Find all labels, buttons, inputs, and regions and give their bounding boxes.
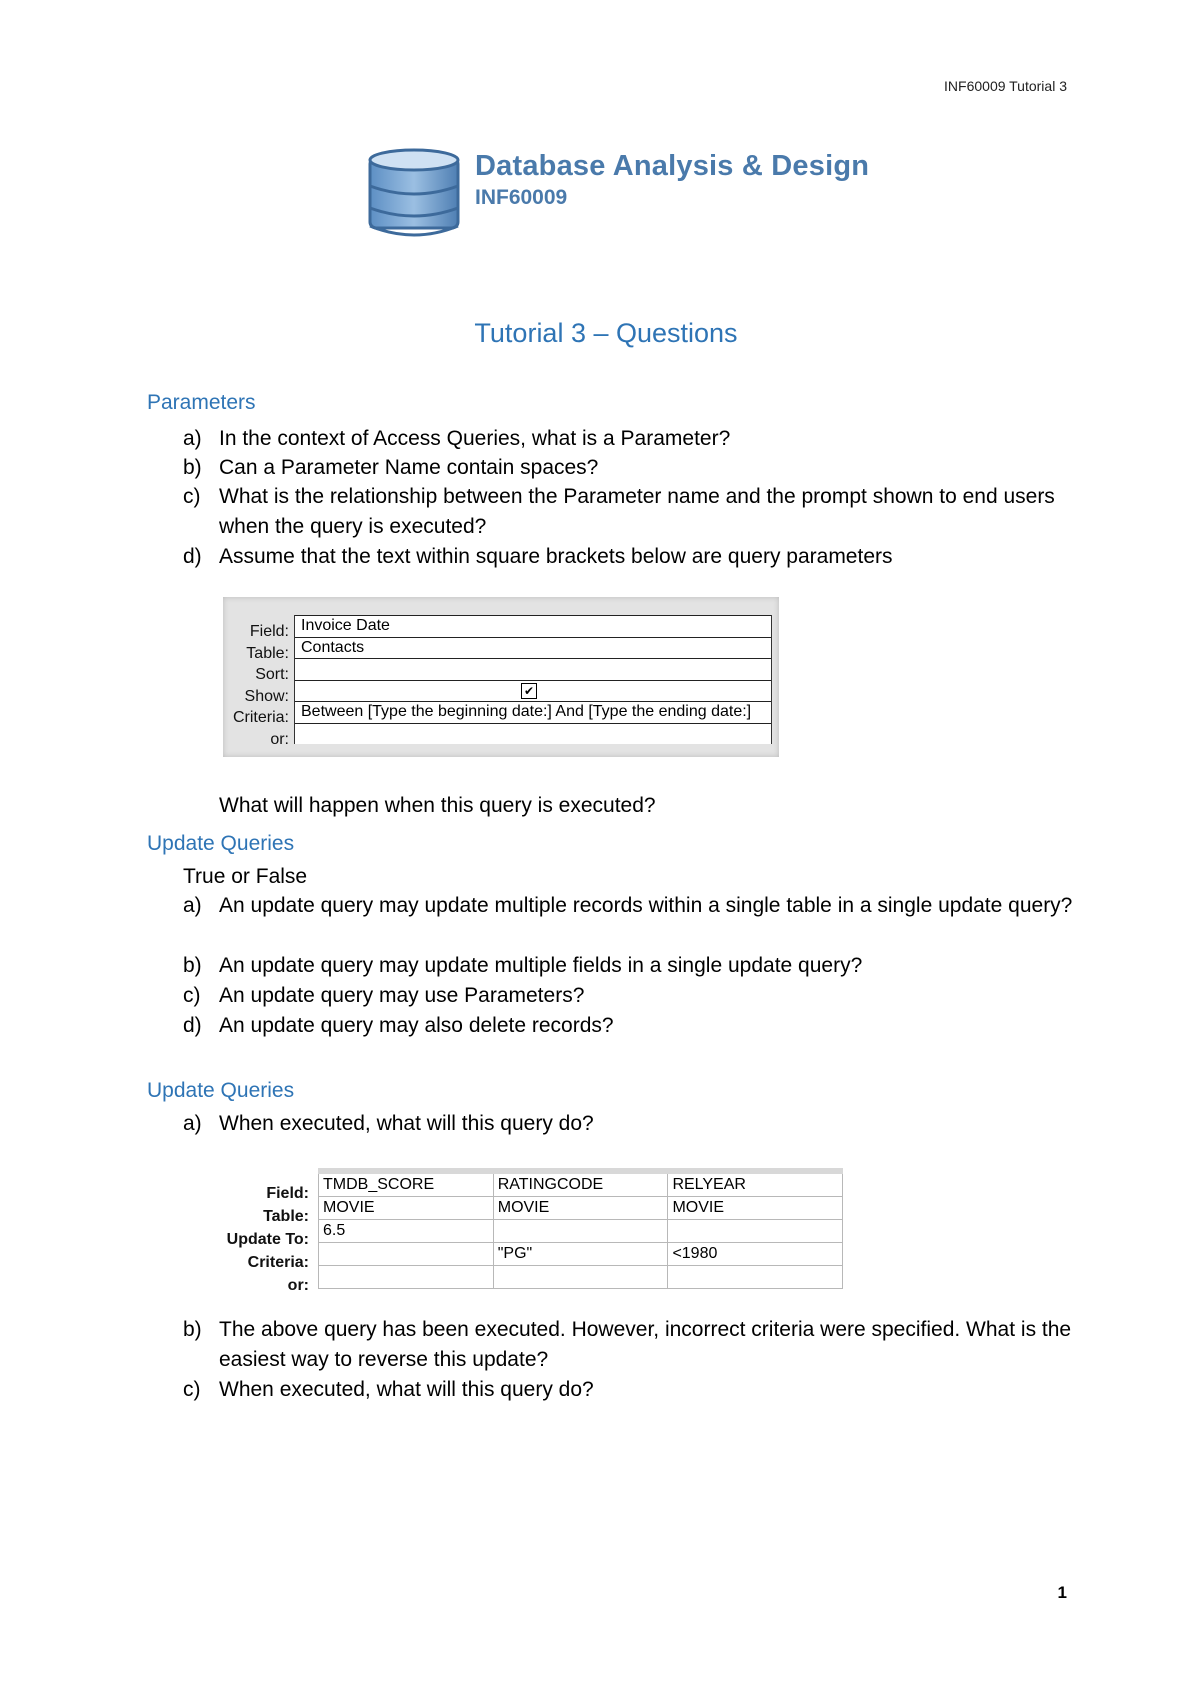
question-label: b)	[183, 954, 202, 977]
parameter-query-grid	[223, 597, 779, 757]
grid-label: Criteria:	[247, 1254, 309, 1271]
logo-code: INF60009	[475, 186, 568, 209]
grid-label: Criteria:	[232, 709, 289, 726]
grid-cell	[319, 1243, 494, 1266]
grid-cell	[493, 1266, 668, 1289]
database-logo-icon	[367, 146, 463, 247]
question-label: a)	[183, 427, 202, 450]
question-text: The above query has been executed. However, incorrect criteria were specified. What is the easiest way to reverse this update?	[219, 1318, 1072, 1371]
grid-cell: MOVIE	[668, 1197, 843, 1220]
grid-label: or:	[287, 1277, 309, 1294]
table-row	[319, 1243, 843, 1266]
question-text: Assume that the text within square brackets below are query parameters	[219, 545, 893, 568]
grid-cell: <1980	[668, 1243, 843, 1266]
grid-cell	[319, 1266, 494, 1289]
grid-cell-or	[295, 724, 771, 745]
logo-title: Database Analysis & Design	[475, 150, 870, 182]
grid-cell: TMDB_SCORE	[319, 1171, 494, 1197]
question-label: d)	[183, 1014, 202, 1037]
question-label: b)	[183, 1318, 202, 1341]
grid-cell-criteria: Between [Type the beginning date:] And [Type the ending date:]	[295, 702, 771, 724]
question-label: c)	[183, 485, 201, 508]
grid-cell: "PG"	[493, 1243, 668, 1266]
question-label: b)	[183, 456, 202, 479]
grid-cell: MOVIE	[319, 1197, 494, 1220]
section-heading-parameters: Parameters	[147, 391, 256, 414]
grid-label: Field:	[266, 1185, 309, 1202]
grid-cell	[493, 1220, 668, 1243]
grid-label: Table:	[263, 1208, 309, 1225]
grid-label: Field:	[249, 623, 289, 640]
grid-cell-table: Contacts	[295, 638, 771, 660]
grid-cell-field: Invoice Date	[295, 615, 771, 638]
table-row	[319, 1171, 843, 1197]
grid-cell-sort	[295, 659, 771, 681]
question-text: What is the relationship between the Parameter name and the prompt shown to end users when the query is executed?	[219, 485, 1055, 538]
table-row	[319, 1220, 843, 1243]
update-grid-table	[318, 1168, 843, 1289]
question-text: An update query may also delete records?	[219, 1014, 614, 1037]
grid-cell	[668, 1220, 843, 1243]
page-number: 1	[1057, 1583, 1067, 1602]
question-label: a)	[183, 1112, 202, 1135]
table-row	[319, 1266, 843, 1289]
grid-label: or:	[270, 730, 289, 748]
checkmark-icon: ✔	[521, 683, 537, 699]
grid-cell-show	[295, 681, 771, 703]
grid-label: Show:	[244, 687, 289, 705]
question-text: When executed, what will this query do?	[219, 1112, 594, 1135]
question-text: An update query may update multiple fields in a single update query?	[219, 954, 863, 977]
question-text: When executed, what will this query do?	[219, 1378, 594, 1401]
grid-label: Sort:	[255, 666, 289, 683]
question-label: c)	[183, 1378, 201, 1401]
document-code: INF60009 Tutorial 3	[944, 78, 1067, 94]
grid-cell: 6.5	[319, 1220, 494, 1243]
question-label: d)	[183, 545, 202, 568]
grid-label: Update To:	[226, 1231, 309, 1248]
grid-label: Table:	[246, 644, 289, 662]
grid-cell: RATINGCODE	[493, 1171, 668, 1197]
grid-cell: MOVIE	[493, 1197, 668, 1220]
question-label: c)	[183, 984, 201, 1007]
grid-cell: RELYEAR	[668, 1171, 843, 1197]
true-false-intro: True or False	[183, 865, 308, 888]
question-label: a)	[183, 894, 202, 917]
grid-cell	[668, 1266, 843, 1289]
question-text: An update query may update multiple records within a single table in a single update query?	[219, 894, 1073, 917]
followup-question: What will happen when this query is executed?	[219, 794, 656, 817]
table-row	[319, 1197, 843, 1220]
section-heading-update-queries: Update Queries	[147, 832, 295, 855]
question-text: An update query may use Parameters?	[219, 984, 585, 1007]
question-text: In the context of Access Queries, what is a Parameter?	[219, 427, 731, 450]
update-query-grid	[219, 1168, 843, 1316]
question-text: Can a Parameter Name contain spaces?	[219, 456, 599, 479]
section-heading-update-queries-2: Update Queries	[147, 1079, 295, 1102]
page-title: Tutorial 3 – Questions	[474, 318, 738, 348]
